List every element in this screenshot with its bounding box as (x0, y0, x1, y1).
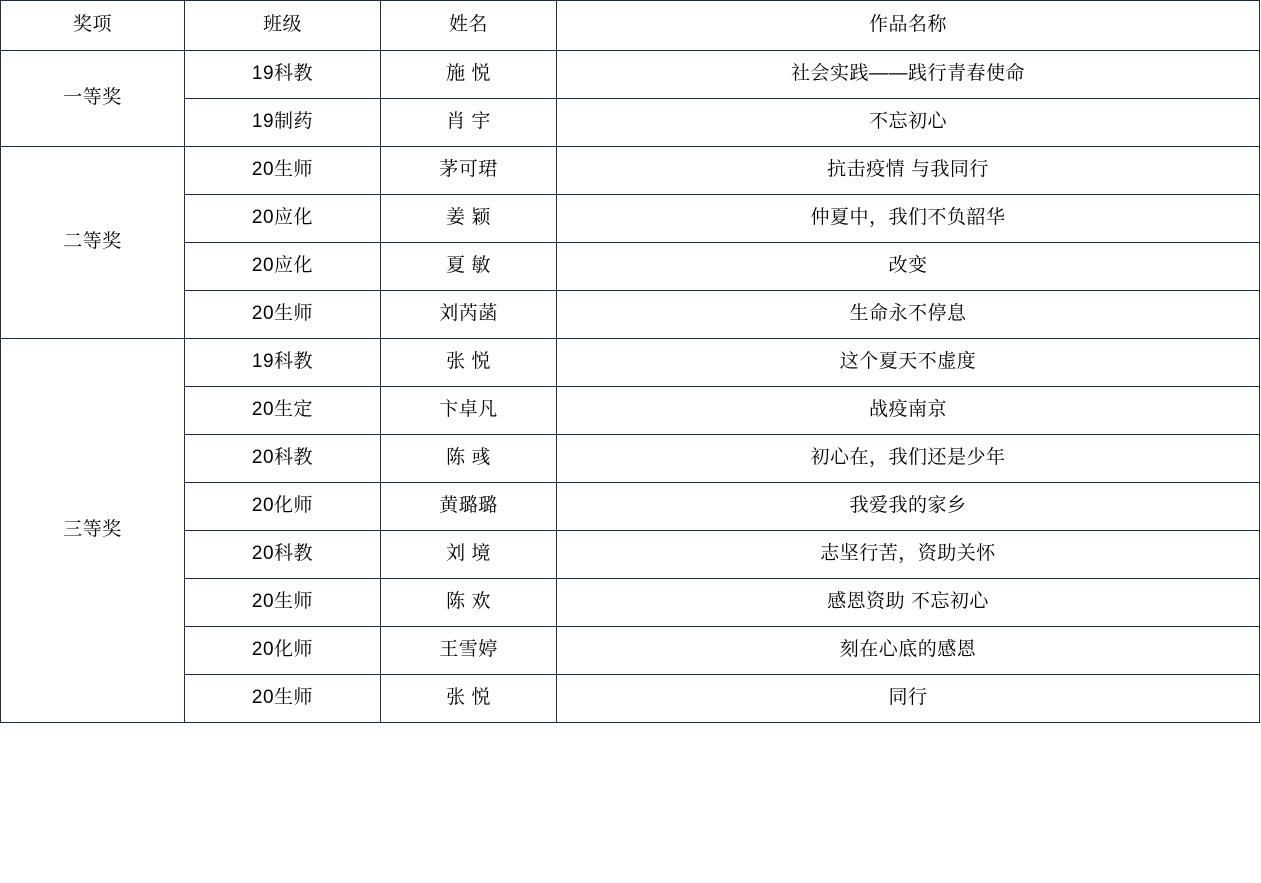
cell-class: 20生师 (185, 147, 381, 195)
cell-work: 初心在，我们还是少年 (557, 435, 1260, 483)
cell-name: 黄璐璐 (381, 483, 557, 531)
cell-work: 改变 (557, 243, 1260, 291)
cell-name: 茅可珺 (381, 147, 557, 195)
cell-work: 同行 (557, 675, 1260, 723)
table-row (1, 291, 1260, 339)
cell-work: 志坚行苦，资助关怀 (557, 531, 1260, 579)
cell-name: 刘芮菡 (381, 291, 557, 339)
cell-class: 20生师 (185, 291, 381, 339)
cell-name: 施 悦 (381, 51, 557, 99)
cell-work: 这个夏天不虚度 (557, 339, 1260, 387)
cell-class: 20应化 (185, 195, 381, 243)
cell-class: 20化师 (185, 483, 381, 531)
table-row (1, 627, 1260, 675)
cell-work: 生命永不停息 (557, 291, 1260, 339)
table-row (1, 243, 1260, 291)
award-group-label: 三等奖 (1, 339, 185, 723)
cell-name: 张 悦 (381, 339, 557, 387)
table-row (1, 579, 1260, 627)
cell-class: 20科教 (185, 531, 381, 579)
table-row (1, 387, 1260, 435)
cell-name: 陈 彧 (381, 435, 557, 483)
cell-class: 20生师 (185, 675, 381, 723)
cell-work: 感恩资助 不忘初心 (557, 579, 1260, 627)
cell-class: 20生师 (185, 579, 381, 627)
cell-work: 刻在心底的感恩 (557, 627, 1260, 675)
cell-class: 20生定 (185, 387, 381, 435)
cell-name: 姜 颖 (381, 195, 557, 243)
award-group-label: 二等奖 (1, 147, 185, 339)
column-header-class: 班级 (185, 1, 381, 51)
table-row (1, 339, 1260, 387)
column-header-work: 作品名称 (557, 1, 1260, 51)
table-row (1, 147, 1260, 195)
cell-class: 20应化 (185, 243, 381, 291)
column-header-award: 奖项 (1, 1, 185, 51)
cell-name: 王雪婷 (381, 627, 557, 675)
cell-name: 陈 欢 (381, 579, 557, 627)
cell-name: 刘 境 (381, 531, 557, 579)
award-group-label: 一等奖 (1, 51, 185, 147)
cell-class: 19科教 (185, 51, 381, 99)
cell-work: 不忘初心 (557, 99, 1260, 147)
cell-class: 19制药 (185, 99, 381, 147)
cell-work: 仲夏中，我们不负韶华 (557, 195, 1260, 243)
cell-class: 20科教 (185, 435, 381, 483)
cell-name: 夏 敏 (381, 243, 557, 291)
cell-name: 卞卓凡 (381, 387, 557, 435)
cell-name: 肖 宇 (381, 99, 557, 147)
table-body (1, 1, 1260, 723)
cell-work: 我爱我的家乡 (557, 483, 1260, 531)
table-header-row (1, 1, 1260, 51)
table-row (1, 99, 1260, 147)
cell-class: 19科教 (185, 339, 381, 387)
cell-name: 张 悦 (381, 675, 557, 723)
cell-work: 战疫南京 (557, 387, 1260, 435)
column-header-name: 姓名 (381, 1, 557, 51)
table-row (1, 483, 1260, 531)
cell-work: 社会实践——践行青春使命 (557, 51, 1260, 99)
cell-class: 20化师 (185, 627, 381, 675)
table-row (1, 51, 1260, 99)
table-row (1, 195, 1260, 243)
table-row (1, 531, 1260, 579)
cell-work: 抗击疫情 与我同行 (557, 147, 1260, 195)
table-row (1, 435, 1260, 483)
table-row (1, 675, 1260, 723)
